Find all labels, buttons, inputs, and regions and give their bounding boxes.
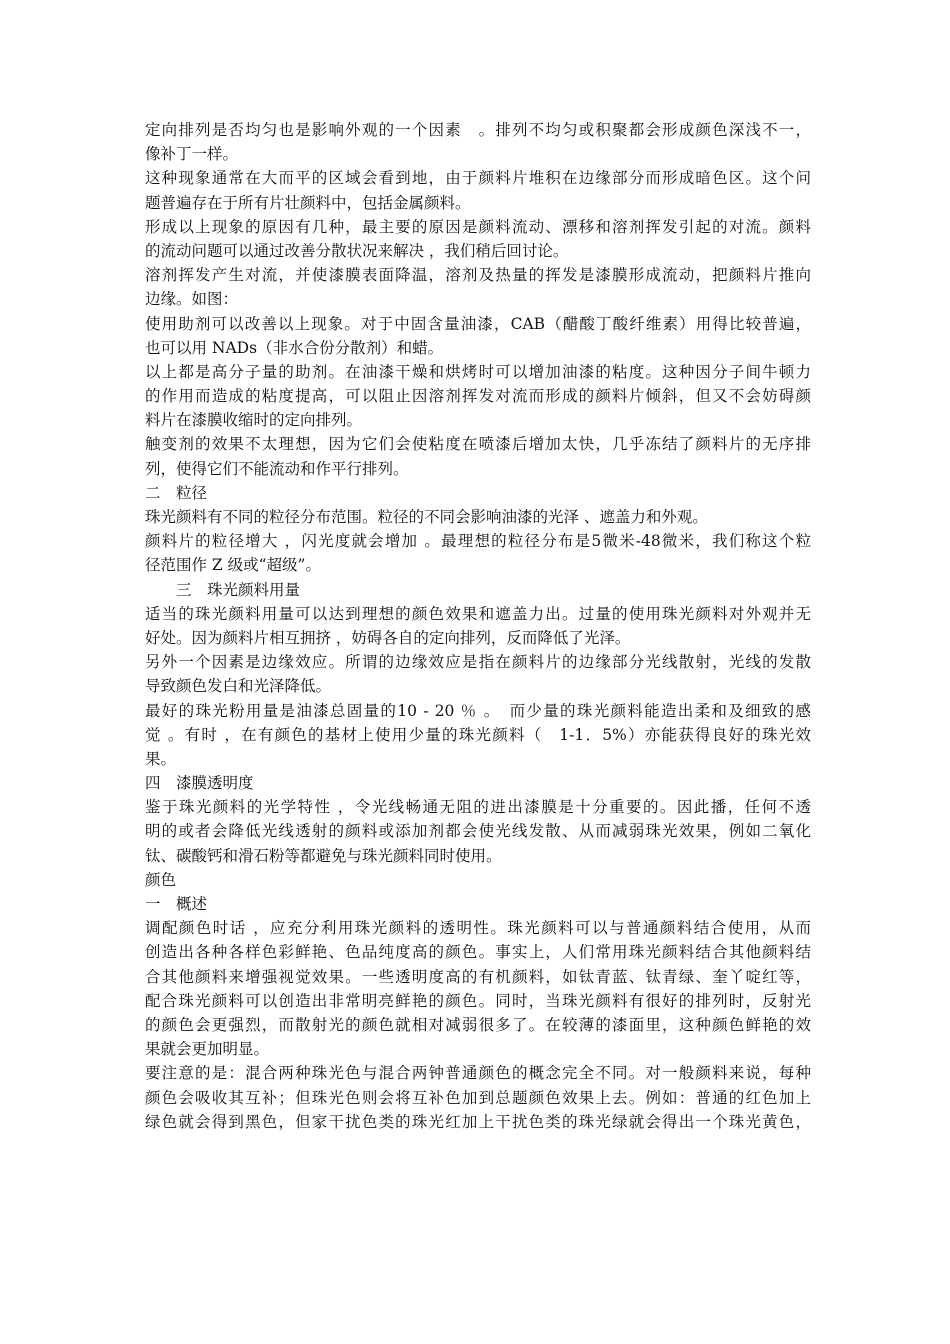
document-page — [145, 118, 811, 1134]
text-line: 也可以用 NADs（非水合份分散剂）和蜡。 — [145, 338, 444, 357]
text-line: 四 漆膜透明度 — [145, 774, 254, 793]
text-line: 觉 。有时 ，在有颜色的基材上使用少量的珠光颜料（ 1-1．5%）亦能获得良好的珠光效 — [145, 725, 811, 744]
text-line: 钛、碳酸钙和滑石粉等都避免与珠光颜料同时使用。 — [145, 846, 502, 865]
text-line: 以上都是高分子量的助剂。在油漆干燥和烘烤时可以增加油漆的粘度。这种因分子间牛顿力 — [145, 362, 811, 381]
text-line: 形成以上现象的原因有几种，最主要的原因是颜料流动、漂移和溶剂挥发引起的对流。颜料 — [145, 217, 811, 236]
text-line: 鉴于珠光颜料的光学特性 ，令光线畅通无阻的进出漆膜是十分重要的。因此播，任何不透 — [145, 798, 811, 817]
text-line: 二 粒径 — [145, 483, 208, 502]
text-line: 绿色就会得到黑色，但家干扰色类的珠光红加上干扰色类的珠光绿就会得出一个珠光黄色， — [145, 1112, 811, 1131]
text-line: 像补丁一样。 — [145, 145, 239, 164]
text-line: 料片在漆膜收缩时的定向排列。 — [145, 411, 363, 430]
text-line: 边缘。如图： — [145, 290, 239, 309]
text-line: 颜料片的粒径增大 ，闪光度就会增加 。最理想的粒径分布是5微米-48微米，我们称这个粒 — [145, 532, 811, 551]
text-line: 颜色 — [145, 870, 177, 889]
text-line: 创造出各种各样色彩鲜艳、色品纯度高的颜色。事实上，人们常用珠光颜料结合其他颜料结 — [145, 943, 811, 962]
text-line: 定向排列是否均匀也是影响外观的一个因素 。排列不均匀或积聚都会形成颜色深浅不一， — [145, 121, 811, 139]
text-line: 另外一个因素是边缘效应。所谓的边缘效应是指在颜料片的边缘部分光线散射，光线的发散 — [145, 653, 811, 672]
text-line: 这种现象通常在大而平的区域会看到地，由于颜料片堆积在边缘部分而形成暗色区。这个问 — [145, 169, 811, 188]
text-line: 的流动问题可以通过改善分散状况来解决 ，我们稍后回讨论。 — [145, 241, 569, 260]
text-line: 题普遍存在于所有片壮颜料中，包括金属颜料。 — [145, 193, 471, 212]
text-line: 适当的珠光颜料用量可以达到理想的颜色效果和遮盖力出。过量的使用珠光颜料对外观并无 — [145, 604, 811, 623]
text-line: 的颜色会更强烈，而散射光的颜色就相对减弱很多了。在较薄的漆面里，这种颜色鲜艳的效 — [145, 1015, 811, 1034]
text-line: 径范围作 Z 级或“超级”。 — [145, 556, 321, 575]
text-line: 果。 — [145, 749, 177, 768]
text-line: 合其他颜料来增强视觉效果。一些透明度高的有机颜料，如钛青蓝、钛青绿、奎丫啶红等， — [145, 967, 811, 986]
text-line: 珠光颜料有不同的粒径分布范围。粒径的不同会影响油漆的光泽 、遮盖力和外观。 — [145, 508, 708, 526]
text-line: 溶剂挥发产生对流，并使漆膜表面降温，溶剂及热量的挥发是漆膜形成流动，把颜料片推向 — [145, 266, 811, 285]
text-line: 使用助剂可以改善以上现象。对于中固含量油漆，CAB（醋酸丁酸纤维素）用得比较普遍， — [145, 314, 811, 333]
text-line: 列，使得它们不能流动和作平行排列。 — [145, 459, 409, 478]
text-line: 最好的珠光粉用量是油漆总固量的10 - 20 ％ 。 而少量的珠光颜料能造出柔和及细致的感 — [145, 701, 811, 720]
text-line: 导致颜色发白和光泽降低。 — [145, 677, 332, 696]
text-line: 的作用而造成的粘度提高，可以阻止因溶剂挥发对流而形成的颜料片倾斜，但又不会妨碍颜 — [145, 387, 811, 406]
text-line: 调配颜色时话 ，应充分利用珠光颜料的透明性。珠光颜料可以与普通颜料结合使用，从而 — [145, 919, 811, 938]
text-line: 要注意的是：混合两种珠光色与混合两钟普通颜色的概念完全不同。对一般颜料来说，每种 — [145, 1064, 811, 1083]
text-line: 触变剂的效果不太理想，因为它们会使粘度在喷漆后增加太快，几乎冻结了颜料片的无序排 — [145, 435, 811, 454]
text-line: 果就会更加明显。 — [145, 1040, 270, 1059]
text-line: 三 珠光颜料用量 — [145, 580, 301, 599]
text-line: 明的或者会降低光线透射的颜料或添加剂都会使光线发散、从而减弱珠光效果，例如二氧化 — [145, 822, 811, 841]
text-line: 颜色会吸收其互补；但珠光色则会将互补色加到总题颜色效果上去。例如：普通的红色加上 — [145, 1088, 811, 1107]
text-line: 一 概述 — [145, 895, 208, 913]
text-line: 好处。因为颜料片相互拥挤 ，妨碍各自的定向排列，反而降低了光泽。 — [145, 628, 631, 647]
text-line: 配合珠光颜料可以创造出非常明亮鲜艳的颜色。同时，当珠光颜料有很好的排列时，反射光 — [145, 991, 811, 1010]
